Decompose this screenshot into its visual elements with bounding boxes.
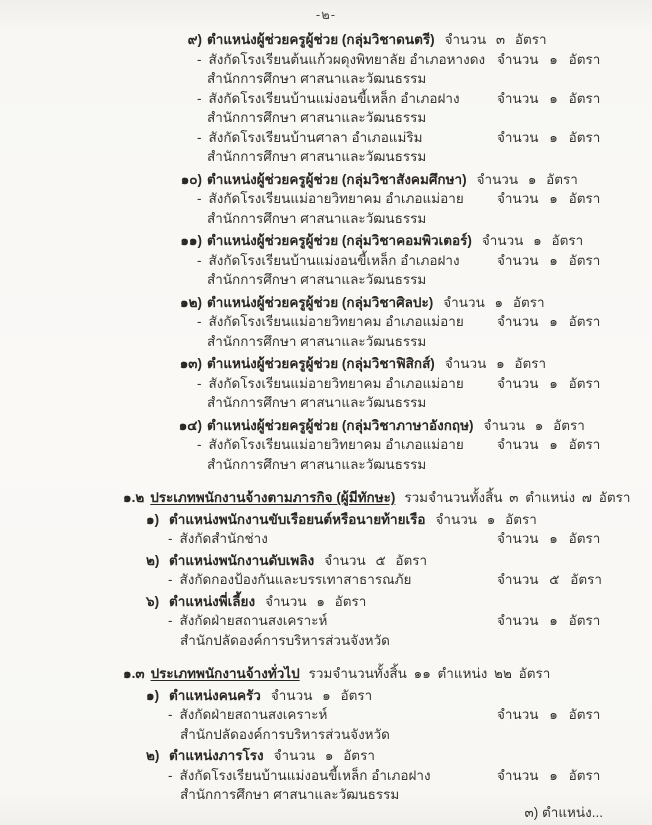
position-number: ๑๔) bbox=[178, 417, 202, 433]
affiliation-text: สังกัดโรงเรียนบ้านแม่งอนขี้เหล็ก อำเภอฝาง bbox=[208, 252, 460, 268]
affiliation-text: สังกัดโรงเรียนแม่อายวิทยาคม อำเภอแม่อาย bbox=[208, 314, 464, 329]
affiliation-line bbox=[0, 50, 652, 70]
affiliation-line bbox=[0, 570, 652, 590]
affiliation-line bbox=[0, 189, 652, 209]
affiliation-line bbox=[0, 529, 652, 549]
affiliation-text: สังกัดโรงเรียนบ้านแม่งอนขี้เหล็ก อำเภอฝาง bbox=[179, 767, 431, 783]
position-heading bbox=[0, 592, 652, 612]
position-count: จำนวน ๑ อัตรา bbox=[273, 748, 375, 763]
dash-glyph: - bbox=[197, 437, 202, 452]
position-number: ๙) bbox=[187, 32, 202, 47]
department-line: สำนักการศึกษา ศาสนาและวัฒนธรรม bbox=[207, 272, 427, 287]
affiliation-count: จำนวน ๑ อัตรา bbox=[497, 437, 601, 452]
affiliation-text: สังกัดโรงเรียนบ้านศาลา อำเภอแม่ริม bbox=[208, 129, 423, 145]
department-line: สำนักปลัดองค์การบริหารส่วนจังหวัด bbox=[180, 726, 390, 742]
affiliation-count: จำนวน ๑ อัตรา bbox=[497, 531, 601, 546]
section-summary: รวมจำนวนทั้งสิ้น ๓ ตำแหน่ง ๗ อัตรา bbox=[404, 490, 631, 505]
affiliation-count: จำนวน ๑ อัตรา bbox=[497, 191, 601, 206]
department-line: สำนักปลัดองค์การบริหารส่วนจังหวัด bbox=[180, 632, 390, 648]
section-heading bbox=[0, 664, 652, 684]
department-line: สำนักการศึกษา ศาสนาและวัฒนธรรม bbox=[207, 210, 427, 226]
section-list bbox=[0, 488, 652, 805]
affiliation-count: จำนวน ๑ อัตรา bbox=[497, 314, 601, 329]
page-number: -๒- bbox=[315, 7, 337, 22]
affiliation-text: สังกัดโรงเรียนต้นแก้วผดุงพิทยาลัย อำเภอหางดง bbox=[208, 51, 486, 67]
dash-glyph: - bbox=[197, 252, 202, 268]
affiliation-line bbox=[0, 251, 652, 271]
section-title: ประเภทพนักงานจ้างตามภารกิจ (ผู้มีทักษะ) bbox=[150, 490, 396, 505]
position-item bbox=[0, 170, 652, 229]
section-title: ประเภทพนักงานจ้างทั่วไป bbox=[150, 666, 300, 681]
position-number: ๑๒) bbox=[180, 294, 202, 310]
position-count: จำนวน ๑ อัตรา bbox=[443, 294, 545, 310]
position-item bbox=[0, 293, 652, 352]
position-heading bbox=[0, 416, 652, 436]
position-list-continued bbox=[0, 30, 652, 474]
affiliation-line bbox=[0, 374, 652, 394]
affiliation-text: สังกัดโรงเรียนบ้านแม่งอนขี้เหล็ก อำเภอฝาง bbox=[208, 90, 460, 106]
position-number: ๑) bbox=[146, 687, 160, 703]
position-count: จำนวน ๑ อัตรา bbox=[481, 233, 584, 248]
department-line: สำนักการศึกษา ศาสนาและวัฒนธรรม bbox=[207, 333, 427, 349]
dash-glyph: - bbox=[197, 375, 202, 391]
affiliation-text: สังกัดโรงเรียนแม่อายวิทยาคม อำเภอแม่อาย bbox=[208, 191, 464, 206]
position-count: จำนวน ๓ อัตรา bbox=[444, 32, 547, 47]
affiliation-count: จำนวน ๑ อัตรา bbox=[497, 767, 601, 783]
affiliation-text: สังกัดฝ่ายสถานสงเคราะห์ bbox=[179, 613, 328, 628]
position-item bbox=[0, 686, 652, 745]
position-count: จำนวน ๑ อัตรา bbox=[476, 171, 578, 187]
section bbox=[0, 664, 652, 805]
position-item bbox=[0, 354, 652, 413]
page-continuation-marker: ๓) ตำแหน่ง... bbox=[524, 805, 603, 820]
position-count: จำนวน ๕ อัตรา bbox=[324, 552, 428, 568]
position-title: ตำแหน่งผู้ช่วยครูผู้ช่วย (กลุ่มวิชาคอมพิวเตอร์) bbox=[207, 233, 472, 248]
section-position-list bbox=[0, 686, 652, 805]
position-heading bbox=[0, 686, 652, 706]
position-item bbox=[0, 592, 652, 651]
position-count: จำนวน ๑ อัตรา bbox=[435, 511, 537, 527]
position-heading bbox=[0, 170, 652, 190]
dash-glyph: - bbox=[197, 51, 202, 67]
position-count: จำนวน ๑ อัตรา bbox=[444, 356, 547, 371]
affiliation-text: สังกัดโรงเรียนแม่อายวิทยาคม อำเภอแม่อาย bbox=[208, 375, 464, 391]
position-item bbox=[0, 551, 652, 590]
position-count: จำนวน ๑ อัตรา bbox=[265, 593, 367, 609]
section-position-list bbox=[0, 510, 652, 651]
position-title: ตำแหน่งผู้ช่วยครูผู้ช่วย (กลุ่มวิชาสังคมศึกษา) bbox=[207, 171, 467, 187]
department-line: สำนักการศึกษา ศาสนาและวัฒนธรรม bbox=[207, 456, 427, 472]
dash-glyph: - bbox=[168, 767, 173, 783]
dash-glyph: - bbox=[168, 572, 173, 587]
affiliation-text: สังกัดฝ่ายสถานสงเคราะห์ bbox=[179, 707, 328, 722]
department-line: สำนักการศึกษา ศาสนาและวัฒนธรรม bbox=[180, 787, 400, 802]
affiliation-count: จำนวน ๕ อัตรา bbox=[497, 572, 602, 587]
position-heading bbox=[0, 510, 652, 530]
position-title: ตำแหน่งพนักงานขับเรือยนต์หรือนายท้ายเรือ bbox=[169, 511, 426, 527]
affiliation-count: จำนวน ๑ อัตรา bbox=[497, 129, 601, 145]
position-heading bbox=[0, 293, 652, 313]
section bbox=[0, 488, 652, 650]
position-title: ตำแหน่งผู้ช่วยครูผู้ช่วย (กลุ่มวิชาดนตรี) bbox=[207, 32, 435, 47]
position-item bbox=[0, 231, 652, 290]
department-line: สำนักการศึกษา ศาสนาและวัฒนธรรม bbox=[207, 149, 427, 164]
position-number: ๖) bbox=[146, 593, 160, 609]
position-heading bbox=[0, 551, 652, 571]
affiliation-line bbox=[0, 766, 652, 786]
affiliation-text: สังกัดกองป้องกันและบรรเทาสาธารณภัย bbox=[179, 572, 412, 587]
position-title: ตำแหน่งผู้ช่วยครูผู้ช่วย (กลุ่มวิชาศิลปะ) bbox=[207, 294, 434, 310]
position-item bbox=[0, 510, 652, 549]
position-item bbox=[0, 416, 652, 475]
affiliation-count: จำนวน ๑ อัตรา bbox=[497, 252, 601, 268]
position-heading bbox=[0, 746, 652, 766]
affiliation-line bbox=[0, 312, 652, 332]
affiliation-line bbox=[0, 705, 652, 725]
position-title: ตำแหน่งผู้ช่วยครูผู้ช่วย (กลุ่มวิชาภาษาอังกฤษ) bbox=[207, 417, 474, 433]
document-content bbox=[0, 30, 652, 805]
position-title: ตำแหน่งผู้ช่วยครูผู้ช่วย (กลุ่มวิชาฟิสิกส์) bbox=[207, 356, 435, 371]
position-number: ๑๑) bbox=[180, 233, 202, 248]
position-number: ๑) bbox=[146, 511, 160, 527]
department-line: สำนักการศึกษา ศาสนาและวัฒนธรรม bbox=[207, 110, 427, 125]
affiliation-count: จำนวน ๑ อัตรา bbox=[497, 90, 601, 106]
dash-glyph: - bbox=[168, 707, 173, 722]
dash-glyph: - bbox=[197, 314, 202, 329]
position-number: ๒) bbox=[146, 552, 160, 568]
department-line: สำนักการศึกษา ศาสนาและวัฒนธรรม bbox=[207, 395, 427, 410]
position-count: จำนวน ๑ อัตรา bbox=[270, 687, 373, 703]
dash-glyph: - bbox=[197, 191, 202, 206]
affiliation-count: จำนวน ๑ อัตรา bbox=[497, 707, 601, 722]
section-summary: รวมจำนวนทั้งสิ้น ๑๑ ตำแหน่ง ๒๒ อัตรา bbox=[308, 666, 551, 681]
dash-glyph: - bbox=[168, 613, 173, 628]
affiliation-count: จำนวน ๑ อัตรา bbox=[497, 613, 601, 628]
position-title: ตำแหน่งคนครัว bbox=[169, 687, 261, 703]
affiliation-line bbox=[0, 128, 652, 148]
position-number: ๒) bbox=[146, 748, 160, 763]
department-line: สำนักการศึกษา ศาสนาและวัฒนธรรม bbox=[207, 71, 427, 86]
position-item bbox=[0, 746, 652, 805]
affiliation-line bbox=[0, 89, 652, 109]
position-count: จำนวน ๑ อัตรา bbox=[483, 417, 585, 433]
position-title: ตำแหน่งภารโรง bbox=[169, 748, 264, 763]
position-number: ๑๐) bbox=[180, 171, 202, 187]
position-title: ตำแหน่งพี่เลี้ยง bbox=[169, 593, 256, 609]
position-item bbox=[0, 30, 652, 167]
position-number: ๑๓) bbox=[179, 356, 202, 371]
affiliation-count: จำนวน ๑ อัตรา bbox=[497, 375, 601, 391]
position-title: ตำแหน่งพนักงานดับเพลิง bbox=[169, 552, 315, 568]
dash-glyph: - bbox=[197, 90, 202, 106]
position-heading bbox=[0, 354, 652, 374]
position-heading bbox=[0, 231, 652, 251]
affiliation-line bbox=[0, 435, 652, 455]
section-number: ๑.๓ bbox=[123, 666, 145, 681]
dash-glyph: - bbox=[197, 129, 202, 145]
position-heading bbox=[0, 30, 652, 50]
affiliation-count: จำนวน ๑ อัตรา bbox=[497, 51, 601, 67]
dash-glyph: - bbox=[168, 531, 173, 546]
affiliation-text: สังกัดโรงเรียนแม่อายวิทยาคม อำเภอแม่อาย bbox=[208, 437, 464, 452]
section-number: ๑.๒ bbox=[123, 490, 145, 505]
affiliation-line bbox=[0, 611, 652, 631]
section-heading bbox=[0, 488, 652, 508]
affiliation-text: สังกัดสำนักช่าง bbox=[179, 531, 268, 546]
